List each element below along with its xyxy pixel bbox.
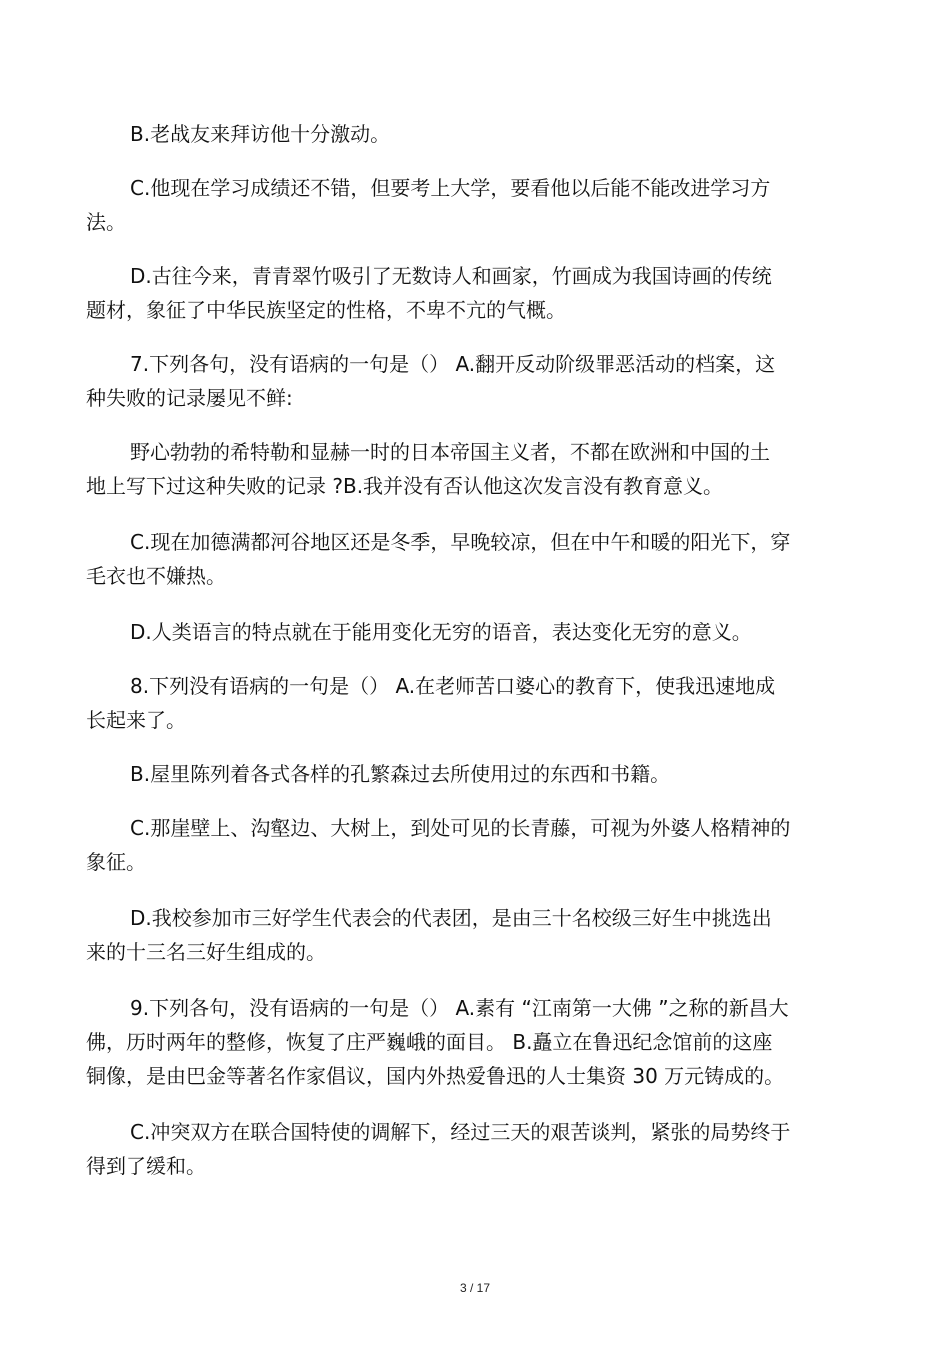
text-line: 铜像，是由巴金等著名作家倡议，国内外热爱鲁迅的人士集资 30 万元铸成的。 xyxy=(86,1064,785,1088)
text-line: D.古往今来，青青翠竹吸引了无数诗人和画家，竹画成为我国诗画的传统 xyxy=(130,264,772,288)
text-line: 法。 xyxy=(86,210,126,234)
text-line: 8.下列没有语病的一句是（） A.在老师苦口婆心的教育下，使我迅速地成 xyxy=(130,674,776,698)
page-number: 3 / 17 xyxy=(459,1281,491,1295)
text-line: 佛，历时两年的整修，恢复了庄严巍峨的面目。 B.矗立在鲁迅纪念馆前的这座 xyxy=(86,1030,773,1054)
text-line: 长起来了。 xyxy=(86,708,186,732)
text-line: 7.下列各句，没有语病的一句是（） A.翻开反动阶级罪恶活动的档案，这 xyxy=(130,352,776,376)
text-line: C.他现在学习成绩还不错，但要考上大学，要看他以后能不能改进学习方 xyxy=(130,176,771,200)
text-line: D.人类语言的特点就在于能用变化无穷的语音，表达变化无穷的意义。 xyxy=(130,620,752,644)
text-line: B.老战友来拜访他十分激动。 xyxy=(130,122,391,146)
text-line: 来的十三名三好生组成的。 xyxy=(86,940,326,964)
text-line: 毛衣也不嫌热。 xyxy=(86,564,226,588)
text-line: C.那崖壁上、沟壑边、大树上，到处可见的长青藤，可视为外婆人格精神的 xyxy=(130,816,791,840)
text-line: 地上写下过这种失败的记录 ?B.我并没有否认他这次发言没有教育意义。 xyxy=(86,474,724,498)
text-line: B.屋里陈列着各式各样的孔繁森过去所使用过的东西和书籍。 xyxy=(130,762,671,786)
text-line: 种失败的记录屡见不鲜: xyxy=(86,386,293,410)
text-line: 野心勃勃的希特勒和显赫一时的日本帝国主义者，不都在欧洲和中国的土 xyxy=(130,440,770,464)
text-line: 得到了缓和。 xyxy=(86,1154,206,1178)
text-line: 9.下列各句，没有语病的一句是（） A.素有 “江南第一大佛 ”之称的新昌大 xyxy=(130,996,789,1020)
text-line: C.冲突双方在联合国特使的调解下，经过三天的艰苦谈判，紧张的局势终于 xyxy=(130,1120,791,1144)
text-line: C.现在加德满都河谷地区还是冬季，早晚较凉，但在中午和暖的阳光下，穿 xyxy=(130,530,791,554)
text-line: 题材，象征了中华民族坚定的性格，不卑不亢的气概。 xyxy=(86,298,566,322)
text-line: D.我校参加市三好学生代表会的代表团，是由三十名校级三好生中挑选出 xyxy=(130,906,772,930)
text-line: 象征。 xyxy=(86,850,146,874)
